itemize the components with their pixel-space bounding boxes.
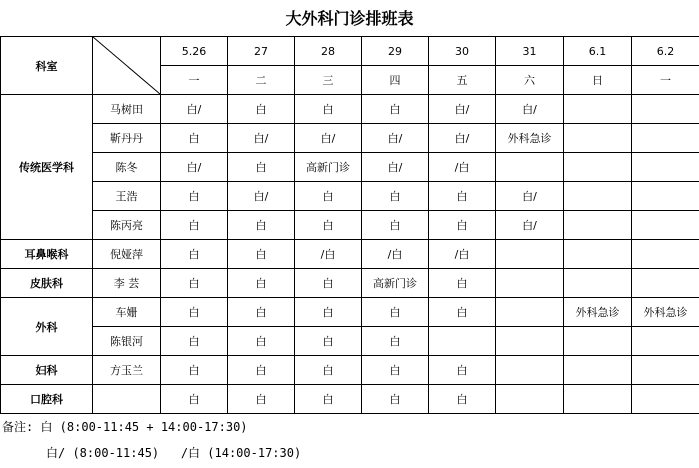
- shift-cell: 白: [295, 327, 362, 356]
- shift-cell: [496, 298, 564, 327]
- shift-cell: 白: [228, 385, 295, 414]
- page-title: 大外科门诊排班表: [285, 9, 414, 28]
- diagonal-header-cell: [93, 37, 161, 95]
- shift-cell: [632, 356, 699, 385]
- shift-cell: [429, 327, 496, 356]
- weekday-cell: 一: [632, 66, 699, 95]
- shift-cell: /白: [429, 240, 496, 269]
- shift-cell: 白/: [429, 124, 496, 153]
- shift-cell: [564, 95, 632, 124]
- doctor-name: 车姗: [93, 298, 161, 327]
- shift-cell: [632, 269, 699, 298]
- doctor-name: 李 芸: [93, 269, 161, 298]
- shift-cell: 白: [161, 327, 228, 356]
- table-row: [1, 182, 699, 211]
- dept-name: 外科: [1, 298, 93, 356]
- table-row: [1, 356, 699, 385]
- shift-cell: 白/: [161, 95, 228, 124]
- shift-cell: 白/: [362, 153, 429, 182]
- note-line-1: 备注: 白 (8:00-11:45 + 14:00-17:30): [2, 420, 248, 434]
- weekday-cell: 三: [295, 66, 362, 95]
- shift-cell: [496, 356, 564, 385]
- shift-cell: 白: [161, 269, 228, 298]
- shift-cell: 白: [295, 356, 362, 385]
- shift-cell: 白: [362, 182, 429, 211]
- shift-cell: [564, 182, 632, 211]
- shift-cell: 白: [429, 211, 496, 240]
- shift-cell: [564, 356, 632, 385]
- shift-cell: 白: [228, 240, 295, 269]
- shift-cell: 白: [161, 356, 228, 385]
- shift-cell: 白/: [496, 211, 564, 240]
- shift-cell: [632, 385, 699, 414]
- doctor-name: 马树田: [93, 95, 161, 124]
- notes: [2, 414, 301, 466]
- shift-cell: 白: [161, 124, 228, 153]
- dept-name: 妇科: [1, 356, 93, 385]
- shift-cell: 白: [228, 211, 295, 240]
- shift-cell: 白: [362, 211, 429, 240]
- weekday-cell: 四: [362, 66, 429, 95]
- diagonal-line: [93, 37, 160, 94]
- shift-cell: 白: [295, 298, 362, 327]
- shift-cell: 白: [362, 385, 429, 414]
- weekday-cell: 日: [564, 66, 632, 95]
- doctor-name: 靳丹丹: [93, 124, 161, 153]
- shift-cell: 白: [295, 182, 362, 211]
- header-row-dates: [1, 37, 699, 66]
- weekday-cell: 二: [228, 66, 295, 95]
- date-cell: 31: [496, 37, 564, 66]
- date-cell: 5.26: [161, 37, 228, 66]
- shift-cell: 白/: [161, 153, 228, 182]
- table-row: [1, 327, 699, 356]
- shift-cell: [632, 182, 699, 211]
- shift-cell: 白: [228, 298, 295, 327]
- shift-cell: [496, 327, 564, 356]
- shift-cell: 白: [295, 269, 362, 298]
- shift-cell: 白: [228, 327, 295, 356]
- shift-cell: 白/: [362, 124, 429, 153]
- shift-cell: 白: [228, 153, 295, 182]
- table-row: [1, 153, 699, 182]
- date-cell: 29: [362, 37, 429, 66]
- shift-cell: [632, 153, 699, 182]
- shift-cell: 白: [161, 211, 228, 240]
- shift-cell: [564, 240, 632, 269]
- table-row: [1, 385, 699, 414]
- dept-name: 耳鼻喉科: [1, 240, 93, 269]
- shift-cell: [632, 95, 699, 124]
- shift-cell: 白: [362, 95, 429, 124]
- shift-cell: 白/: [496, 95, 564, 124]
- shift-cell: [632, 240, 699, 269]
- dept-name: 皮肤科: [1, 269, 93, 298]
- shift-cell: 白/: [228, 182, 295, 211]
- shift-cell: 白: [161, 385, 228, 414]
- schedule-table: [0, 36, 699, 414]
- shift-cell: 白: [362, 298, 429, 327]
- table-row: [1, 95, 699, 124]
- shift-cell: 白/: [295, 124, 362, 153]
- shift-cell: 白/: [228, 124, 295, 153]
- weekday-cell: 一: [161, 66, 228, 95]
- doctor-name: 陈冬: [93, 153, 161, 182]
- doctor-name: 王浩: [93, 182, 161, 211]
- dept-header: 科室: [1, 37, 93, 95]
- shift-cell: 白: [362, 356, 429, 385]
- shift-cell: 白: [228, 356, 295, 385]
- date-cell: 30: [429, 37, 496, 66]
- shift-cell: 白: [429, 356, 496, 385]
- table-row: [1, 124, 699, 153]
- date-cell: 28: [295, 37, 362, 66]
- doctor-name: 陈银河: [93, 327, 161, 356]
- shift-cell: 白: [228, 269, 295, 298]
- shift-cell: 高新门诊: [362, 269, 429, 298]
- table-row: [1, 211, 699, 240]
- shift-cell: 白: [429, 182, 496, 211]
- shift-cell: 白: [161, 240, 228, 269]
- shift-cell: [564, 153, 632, 182]
- doctor-name: 倪娅萍: [93, 240, 161, 269]
- shift-cell: [496, 385, 564, 414]
- shift-cell: 外科急诊: [564, 298, 632, 327]
- dept-name: 传统医学科: [1, 95, 93, 240]
- shift-cell: 白: [295, 95, 362, 124]
- shift-cell: [564, 124, 632, 153]
- shift-cell: /白: [429, 153, 496, 182]
- weekday-cell: 六: [496, 66, 564, 95]
- doctor-name: 方玉兰: [93, 356, 161, 385]
- doctor-name: 陈丙亮: [93, 211, 161, 240]
- shift-cell: 白: [295, 385, 362, 414]
- shift-cell: 白: [295, 211, 362, 240]
- shift-cell: [632, 124, 699, 153]
- shift-cell: 高新门诊: [295, 153, 362, 182]
- shift-cell: /白: [362, 240, 429, 269]
- shift-cell: [564, 327, 632, 356]
- shift-cell: 白: [362, 327, 429, 356]
- shift-cell: 白/: [429, 95, 496, 124]
- shift-cell: 外科急诊: [496, 124, 564, 153]
- shift-cell: /白: [295, 240, 362, 269]
- shift-cell: [564, 385, 632, 414]
- date-cell: 6.2: [632, 37, 699, 66]
- shift-cell: 白/: [496, 182, 564, 211]
- shift-cell: 白: [429, 269, 496, 298]
- dept-name: 口腔科: [1, 385, 93, 414]
- shift-cell: [564, 269, 632, 298]
- table-row: [1, 269, 699, 298]
- shift-cell: 外科急诊: [632, 298, 699, 327]
- date-cell: 6.1: [564, 37, 632, 66]
- note-line-2: 白/ (8:00-11:45) /白 (14:00-17:30): [46, 446, 302, 460]
- shift-cell: 白: [228, 95, 295, 124]
- table-row: [1, 240, 699, 269]
- shift-cell: [496, 153, 564, 182]
- doctor-name: [93, 385, 161, 414]
- shift-cell: [632, 327, 699, 356]
- shift-cell: 白: [429, 298, 496, 327]
- shift-cell: 白: [161, 298, 228, 327]
- table-row: [1, 298, 699, 327]
- shift-cell: [632, 211, 699, 240]
- weekday-cell: 五: [429, 66, 496, 95]
- shift-cell: 白: [429, 385, 496, 414]
- shift-cell: [564, 211, 632, 240]
- shift-cell: [496, 269, 564, 298]
- shift-cell: [496, 240, 564, 269]
- date-cell: 27: [228, 37, 295, 66]
- shift-cell: 白: [161, 182, 228, 211]
